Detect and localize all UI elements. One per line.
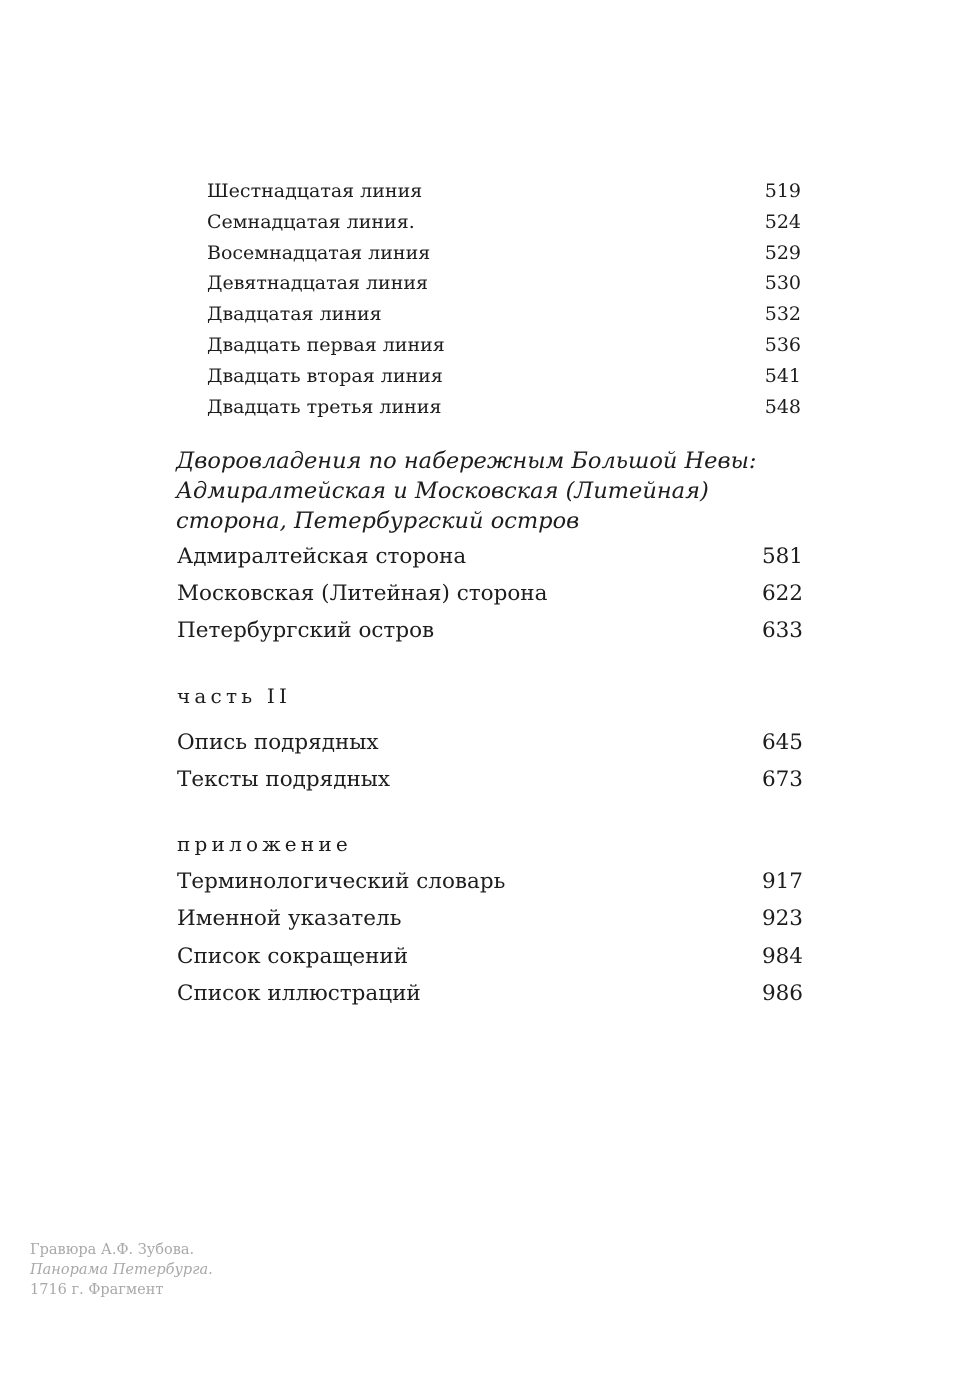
toc-entry [207, 213, 801, 232]
caption-line: Гравюра А.Ф. Зубова. [30, 1242, 195, 1258]
toc-entry-title: Шестнадцатая линия [207, 180, 423, 202]
toc-entry [177, 983, 803, 1005]
toc-entry-title: Семнадцатая линия. [207, 211, 415, 233]
toc-entry-title: Петербургский остров [177, 618, 435, 643]
toc-entry-page: 581 [761, 544, 803, 569]
toc-entry-title: Терминологический словарь [177, 869, 506, 894]
toc-entry [177, 908, 803, 930]
toc-entry-title: Двадцатая линия [207, 303, 382, 325]
section-heading [176, 446, 756, 536]
toc-entry-title: Девятнадцатая линия [207, 272, 429, 294]
toc-entry-page: 541 [764, 365, 801, 387]
toc-entry-page: 633 [761, 618, 803, 643]
toc-entry-title: Именной указатель [177, 906, 402, 931]
toc-entry [177, 546, 803, 568]
toc-entry-title: Двадцать первая линия [207, 334, 445, 356]
toc-entry [207, 336, 801, 355]
toc-entry-page: 984 [761, 944, 803, 969]
illustration-caption [30, 1240, 213, 1300]
toc-entry-title: Двадцать третья линия [207, 396, 442, 418]
toc-entry [207, 398, 801, 417]
toc-entry-title: Список сокращений [177, 944, 409, 969]
toc-entry [207, 244, 801, 263]
toc-entry-title: Восемнадцатая линия [207, 242, 431, 264]
toc-entry-title: Список иллюстраций [177, 981, 421, 1006]
toc-entry-page: 529 [764, 242, 801, 264]
toc-entry-page: 532 [764, 303, 801, 325]
toc-entry [207, 367, 801, 386]
toc-entry [207, 182, 801, 201]
toc-entry-page: 923 [761, 906, 803, 931]
toc-entry-title: Московская (Литейная) сторона [177, 581, 548, 606]
appendix-label: приложение [177, 832, 352, 856]
toc-entry-page: 519 [764, 180, 801, 202]
toc-entry [207, 305, 801, 324]
section-heading-line: Адмиралтейская и Московская (Литейная) [176, 478, 709, 504]
section-heading-line: Дворовладения по набережным Большой Невы: [176, 448, 757, 474]
toc-entry-title: Опись подрядных [177, 730, 379, 755]
toc-entry-title: Двадцать вторая линия [207, 365, 443, 387]
toc-entry [177, 583, 803, 605]
caption-line: 1716 г. Фрагмент [30, 1282, 164, 1298]
toc-entry-page: 536 [764, 334, 801, 356]
toc-entry-title: Тексты подрядных [177, 767, 391, 792]
toc-entry [177, 620, 803, 642]
toc-entry-page: 622 [761, 581, 803, 606]
toc-entry [177, 769, 803, 791]
caption-line: Панорама Петербурга. [30, 1262, 213, 1278]
toc-entry-title: Адмиралтейская сторона [177, 544, 467, 569]
part-label: часть II [177, 684, 292, 708]
toc-entry-page: 530 [764, 272, 801, 294]
toc-entry [177, 946, 803, 968]
toc-entry-page: 673 [761, 767, 803, 792]
toc-entry-page: 917 [761, 869, 803, 894]
section-heading-line: сторона, Петербургский остров [176, 508, 580, 534]
toc-entry [207, 274, 801, 293]
toc-entry-page: 645 [761, 730, 803, 755]
toc-entry-page: 524 [764, 211, 801, 233]
toc-entry [177, 871, 803, 893]
toc-entry [177, 732, 803, 754]
toc-entry-page: 548 [764, 396, 801, 418]
toc-entry-page: 986 [761, 981, 803, 1006]
